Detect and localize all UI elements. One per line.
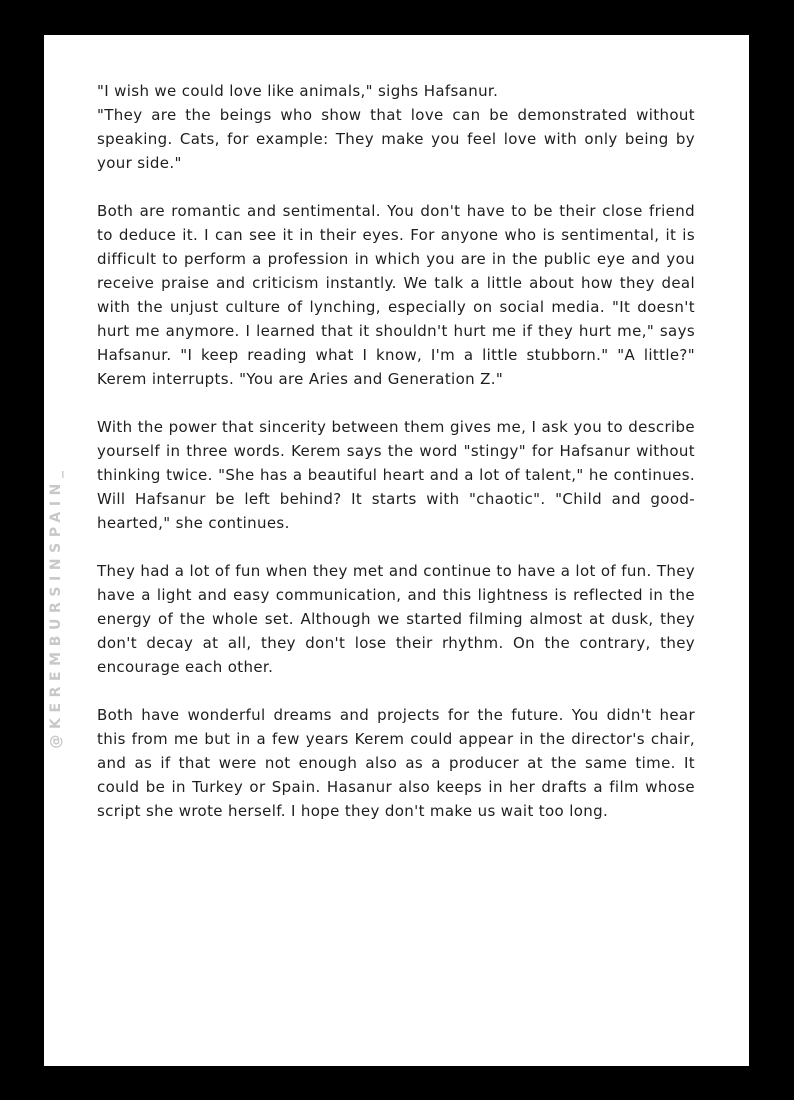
paragraph-future: Both have wonderful dreams and projects for the future. You didn't hear this from me but in a few years Kerem could appear in the director's chair, and as if that were not enough also as a producer at the same time. It could be in Turkey or Spain. Hasanur also keeps in her drafts a film whose script she wrote herself. I hope they don't make us wait too long. [97,706,695,820]
article-body [97,79,695,847]
intro-quote-continued: "They are the beings who show that love can be demonstrated without speaking. Cats, for example: They make you feel love with only being by your side." [97,106,695,172]
paragraph-three-words: With the power that sincerity between them gives me, I ask you to describe yourself in three words. Kerem says the word "stingy" for Hafsanur without thinking twice. "She has a beautiful heart and a lot of talent," he continues. Will Hafsanur be left behind? It starts with "chaotic". "Child and good-hearted," she continues. [97,418,695,532]
document-page [44,35,749,1066]
paragraph-sentimental: Both are romantic and sentimental. You don't have to be their close friend to deduce it. I can see it in their eyes. For anyone who is sentimental, it is difficult to perform a profession in which you are in the public eye and you receive praise and criticism instantly. We talk a little about how they deal with the unjust culture of lynching, especially on social media. "It doesn't hurt me anymore. I learned that it shouldn't hurt me if they hurt me," says Hafsanur. "I keep reading what I know, I'm a little stubborn." "A little?" Kerem interrupts. "You are Aries and Generation Z." [97,202,695,388]
paragraph-intro [97,79,695,175]
paragraph-fun: They had a lot of fun when they met and continue to have a lot of fun. They have a light and easy communication, and this lightness is reflected in the energy of the whole set. Although we started filming almost at dusk, they don't decay at all, they don't lose their rhythm. On the contrary, they encourage each other. [97,562,695,676]
watermark-handle: @KEREMBURSINSPAIN_ [48,465,64,749]
intro-quote-line: "I wish we could love like animals," sighs Hafsanur. [97,82,499,100]
